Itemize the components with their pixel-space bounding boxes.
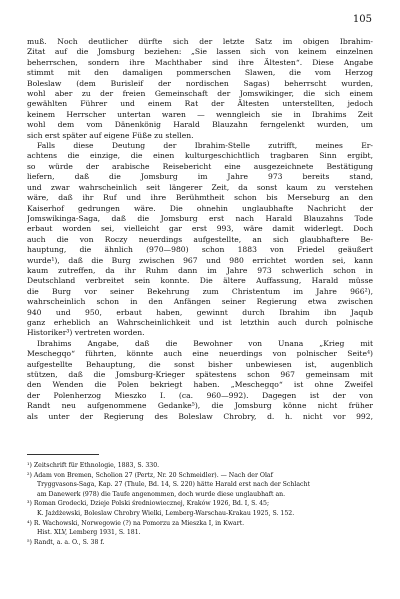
footnotes — [27, 461, 373, 547]
footnote-line: ⁴) R. Wachowski, Norwegowie (?) na Pomorzu za Mieszka I, in Kwart. — [27, 519, 245, 527]
page-number: 105 — [352, 14, 372, 25]
body-line: muß. Noch deutlicher dürfte sich der letzte Satz im obigen Ibrahim- — [27, 37, 373, 46]
body-line: stimmt mit den damaligen pommerschen Slawen, die vom Herzog — [27, 68, 373, 78]
body-line: liefern, daß die Jomsburg im Jahre 973 bereits stand, — [27, 172, 373, 182]
body-line: aufgestellte Behauptung, die sonst bisher unbewiesen ist, augenblich — [27, 359, 373, 369]
body-line: Boleslaw (dem Burisleif der nordischen Sagas) beherrscht wurden, — [27, 78, 373, 88]
body-line: gewählten Führer und einem Rat der Ältesten unterstellten, jedoch — [27, 99, 373, 109]
body-line: Randt neu aufgenommene Gedanke⁵), die Jomsburg könne nicht früher — [27, 401, 373, 411]
footnote-line: ³) Roman Grodecki, Dzieje Polski średniowiecznej, Kraków 1926, Bd. I, S. 45; — [27, 500, 270, 508]
body-line: Meschegqo“ führten, könnte auch eine neuerdings von polnischer Seite⁴) — [27, 349, 373, 359]
body-line: wohl aber zu der freien Gemeinschaft der Jomswikinger, die sich einem — [27, 89, 373, 99]
footnote-line: ²) Adam von Bremen, Scholion 27 (Pertz, Nr. 20 Schmeidler). — Nach der Olaf — [27, 471, 273, 479]
body-line: ganz erheblich an Wahrscheinlichkeit und ist letzthin auch durch polnische — [27, 317, 373, 327]
body-line: hauptung, die ähnlich (970—980) schon 1883 von Friedel geäußert — [27, 245, 373, 255]
body-line: Historiker³) vertreten worden. — [27, 328, 145, 338]
body-text — [27, 37, 373, 422]
body-line: Jomswikinga-Saga, daß die Jomsburg erst nach Harald Blauzahns Tode — [27, 213, 373, 223]
body-line: Zitat auf die Jomsburg beziehen: „Sie lassen sich von keinem einzelnen — [27, 47, 373, 57]
body-line: auch die von Roczy neuerdings aufgestellte, an sich glaubhaftere Be- — [27, 234, 373, 244]
footnote-line: ¹) Zeitschrift für Ethnologie, 1883, S. 330. — [27, 462, 160, 469]
body-line: Deutschland verbreitet sein konnte. Die ältere Auffassung, Harald müsse — [27, 276, 373, 286]
body-line: erbaut worden sei, vielleicht gar erst 993, wäre damit widerlegt. Doch — [27, 224, 373, 234]
footnote-line: K. Jażdżewski, Boleslaw Chrobry Wielki, Lemberg-Warschau-Krakau 1925, S. 152. — [37, 509, 295, 517]
body-line: Kaiserhof gedrungen wäre. Die ohnehin unglaubhafte Nachricht der — [27, 203, 373, 213]
body-line: den Wenden die Polen bekriegt haben. „Meschegqo“ ist ohne Zweifel — [27, 380, 373, 390]
body-line: wahrscheinlich schon in den Anfängen seiner Regierung etwa zwischen — [27, 297, 373, 307]
body-line: achtens die einzige, die einen kulturgeschichtlich tragbaren Sinn ergibt, — [27, 151, 373, 161]
body-line: die Burg vor seiner Bekehrung zum Christentum im Jahre 966²), — [27, 286, 373, 296]
body-line: so würde der arabische Reisebericht eine ausgezeichnete Bestätigung — [27, 161, 373, 171]
footnote-line: ⁵) Randt, a. a. O., S. 38 f. — [27, 538, 105, 546]
body-line: Ibrahims Angabe, daß die Bewohner von Unana „Krieg mit — [37, 338, 373, 348]
footnote-rule — [27, 454, 99, 455]
footnote-line: Tryggvasons-Saga, Kap. 27 (Thule, Bd. 14, S. 220) hätte Harald erst nach der Schlacht — [37, 481, 310, 489]
body-line: beherrschen, sondern ihre Machthaber sind ihre Ältesten“. Diese Angabe — [27, 57, 373, 67]
body-line: wäre, daß ihr Ruf und ihre Berühmtheit schon bis Merseburg an den — [27, 193, 373, 203]
footnote-line: Hist. XLV, Lemberg 1931, S. 181. — [37, 529, 141, 537]
body-line: Falls diese Deutung der Ibrahim-Stelle zutrifft, meines Er- — [37, 141, 373, 151]
footnote-line: am Danewerk (978) die Taufe angenommen, doch wurde diese unglaubhaft an. — [37, 490, 286, 498]
body-line: sich erst später auf eigene Füße zu stellen. — [27, 130, 194, 140]
body-line: der Polenherzog Mieszko I. (ca. 960—992). Dagegen ist der von — [27, 390, 373, 400]
body-line: als unter der Regierung des Boleslaw Chrobry, d. h. nicht vor 992, — [27, 411, 373, 421]
body-line: stützen, daß die Jomsburg-Krieger spätestens schon 967 gemeinsam mit — [27, 370, 373, 379]
body-line: keinem Herrscher untertan waren — wenngleich sie in Ibrahims Zeit — [27, 109, 373, 119]
body-line: wurde¹), daß die Burg zwischen 967 und 980 errichtet worden sei, kann — [27, 255, 373, 265]
body-line: und zwar wahrscheinlich seit längerer Zeit, da sonst kaum zu verstehen — [27, 182, 373, 192]
body-line: wohl dem vom Dänenkönig Harald Blauzahn ferngelenkt wurden, um — [27, 120, 373, 130]
body-line: 940 und 950, erbaut haben, gewinnt durch Ibrahim ibn Jaqub — [27, 307, 373, 317]
body-line: kaum zutreffen, da ihr Ruhm dann im Jahre 973 schwerlich schon in — [27, 265, 373, 275]
